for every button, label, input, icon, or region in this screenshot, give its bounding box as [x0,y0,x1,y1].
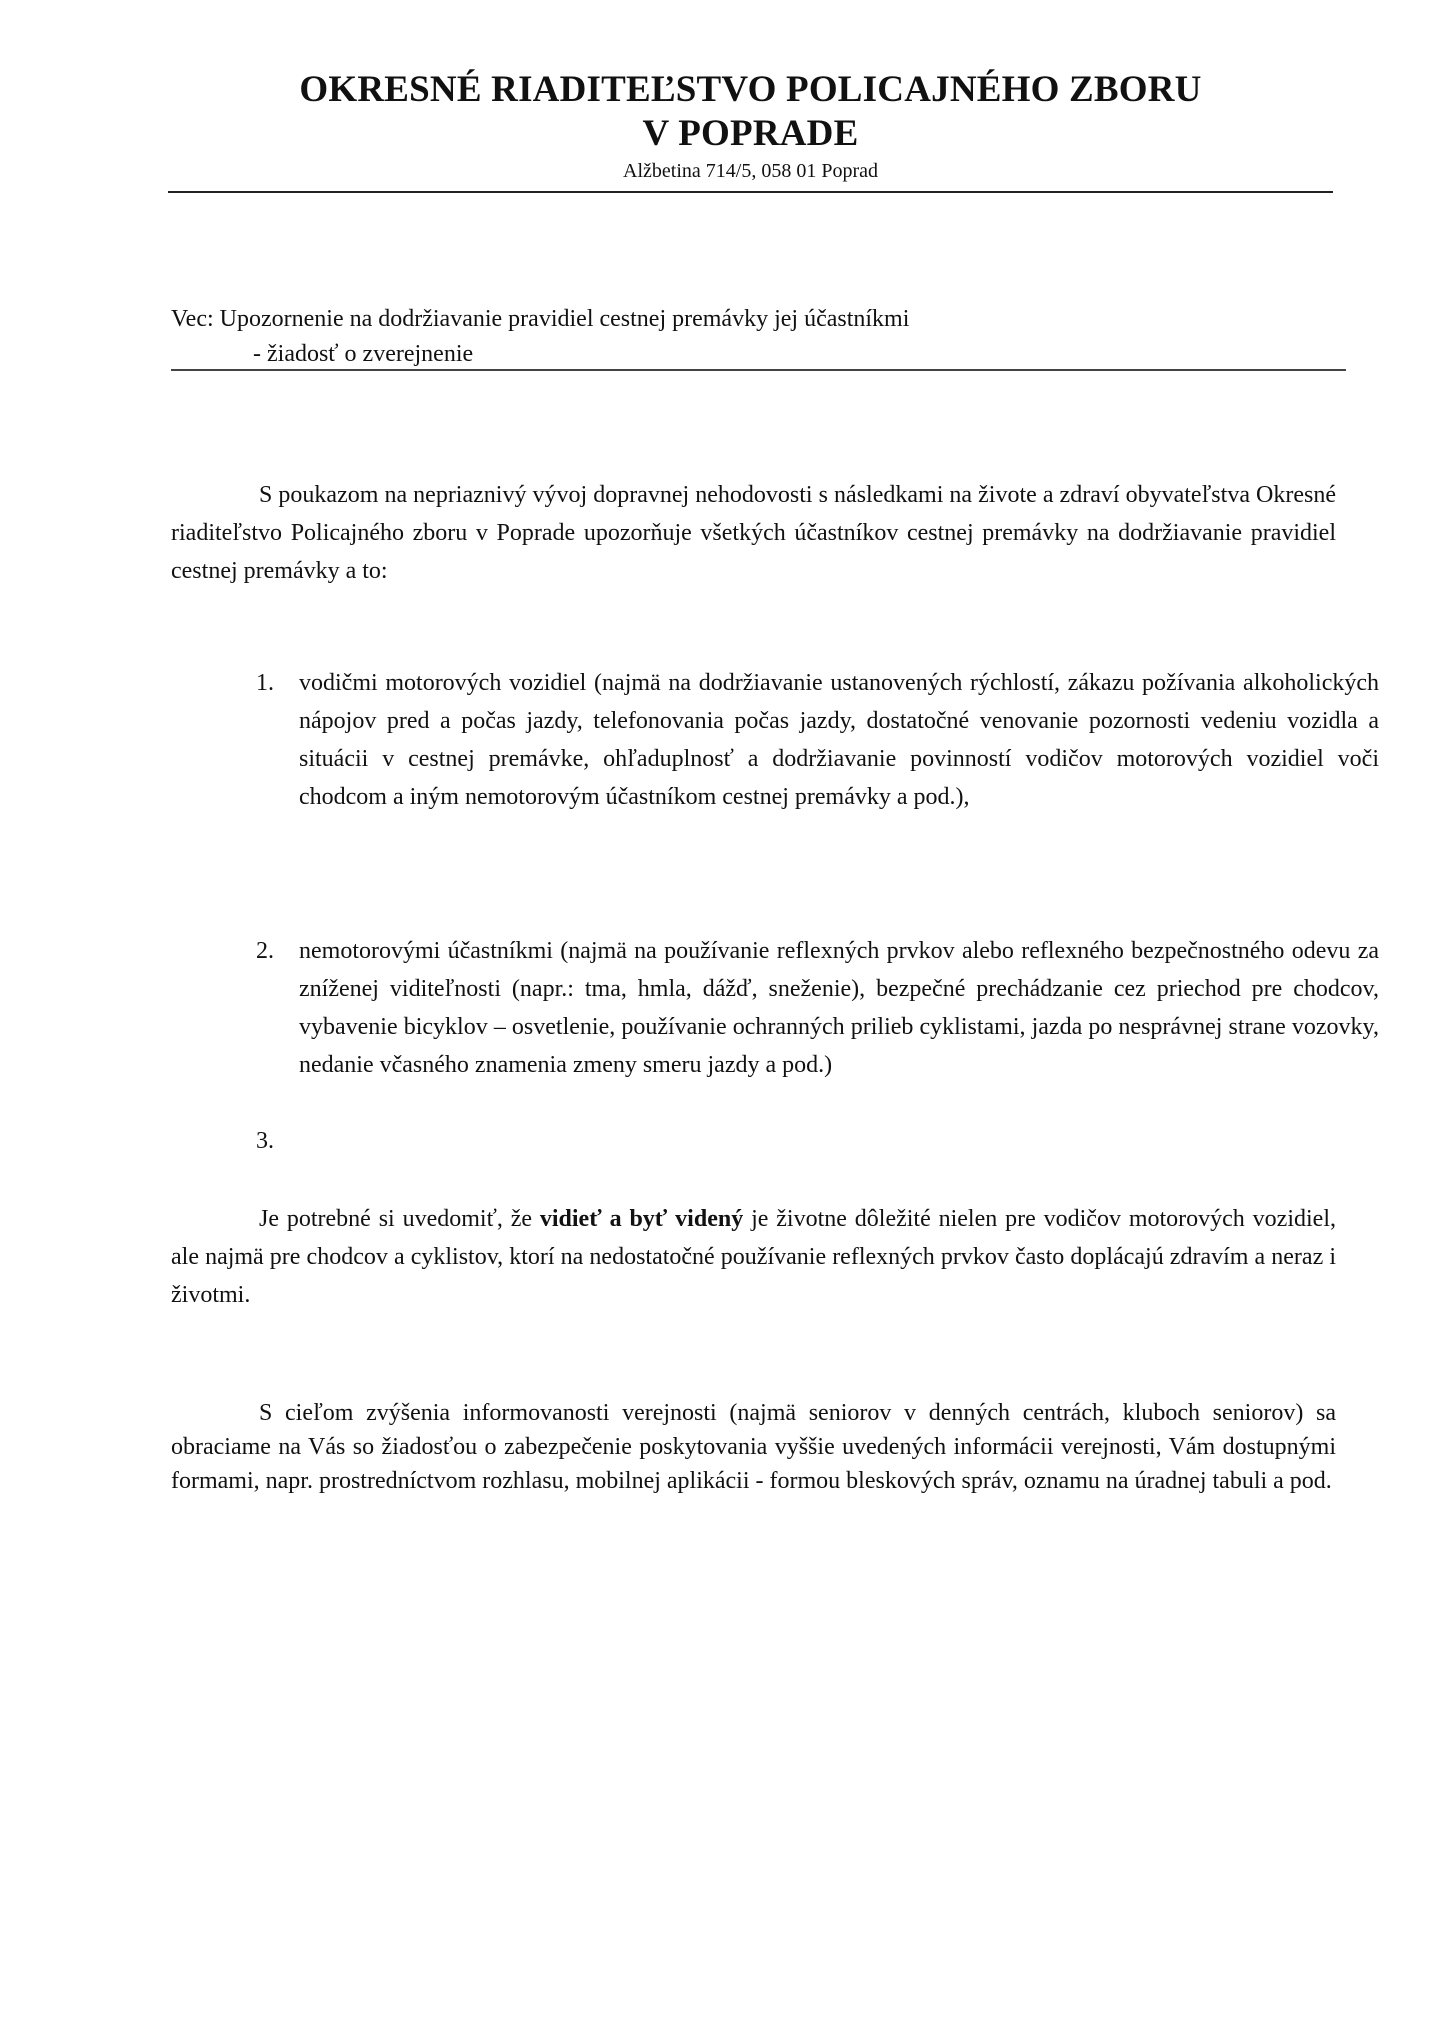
list-number: 3. [256,1128,274,1154]
list-number: 2. [256,938,274,964]
visibility-emphasis: vidieť a byť videný [539,1206,744,1232]
intro-paragraph: S poukazom na nepriaznivý vývoj dopravnej nehodovosti s následkami na živote a zdraví obyvateľstva Okresné riaditeľstvo Policajného zboru v Poprade upozorňuje všetkých účastníkov cestnej premávky na dodržiavanie pravidiel cestnej premávky a to: [171,482,1336,584]
list-text: nemotorovými účastníkmi (najmä na používanie reflexných prvkov alebo reflexného bezpečnostného odevu za zníženej viditeľnosti (napr.: tma, hmla, dážď, sneženie), bezpečné prechádzanie cez priechod pre chodcov, vybavenie bicyklov – osvetlenie, používanie ochranných prilieb cyklistami, jazda po nesprávnej strane vozovky, nedanie včasného znamenia zmeny smeru jazdy a pod.) [299,938,1379,1078]
letterhead-title-line1: OKRESNÉ RIADITEĽSTVO POLICAJNÉHO ZBORU [299,69,1202,110]
subject-divider [171,369,1346,371]
letterhead [168,68,1333,184]
letterhead-title-line2: V POPRADE [642,113,859,154]
list-item-non-motorized [256,932,1379,1084]
visibility-paragraph [171,1200,1336,1314]
list-number: 1. [256,670,274,696]
request-paragraph: S cieľom zvýšenia informovanosti verejnosti (najmä seniorov v denných centrách, kluboch seniorov) sa obraciame na Vás so žiadosťou o zabezpečenie poskytovania vyššie uvedených informácii verejnosti, Vám dostupnými formami, napr. prostredníctvom rozhlasu, mobilnej aplikácii - formou bleskových správ, oznamu na úradnej tabuli a pod. [171,1400,1336,1494]
subject-line: Vec: Upozornenie na dodržiavanie pravidiel cestnej premávky jej účastníkmi [171,306,910,332]
letterhead-address: Alžbetina 714/5, 058 01 Poprad [623,160,878,182]
subject-subline: - žiadosť o zverejnenie [253,341,474,367]
visibility-text-after: je životne dôležité nielen pre vodičov motorových vozidiel, ale najmä pre chodcov a cyklistov, ktorí na nedostatočné používanie reflexných prvkov často doplácajú zdravím a neraz i životmi. [171,1206,1336,1308]
list-text: vodičmi motorových vozidiel (najmä na dodržiavanie ustanovených rýchlostí, zákazu požívania alkoholických nápojov pred a počas jazdy, telefonovania počas jazdy, dostatočné venovanie pozornosti vedeniu vozidla a situácii v cestnej premávke, ohľaduplnosť a dodržiavanie povinností vodičov motorových vozidiel voči chodcom a iným nemotorovým účastníkom cestnej premávky a pod.), [299,670,1379,810]
visibility-text-before: Je potrebné si uvedomiť, že [259,1206,540,1232]
subject-block [171,302,909,372]
list-item-drivers [256,664,1379,816]
letterhead-divider [168,191,1333,193]
